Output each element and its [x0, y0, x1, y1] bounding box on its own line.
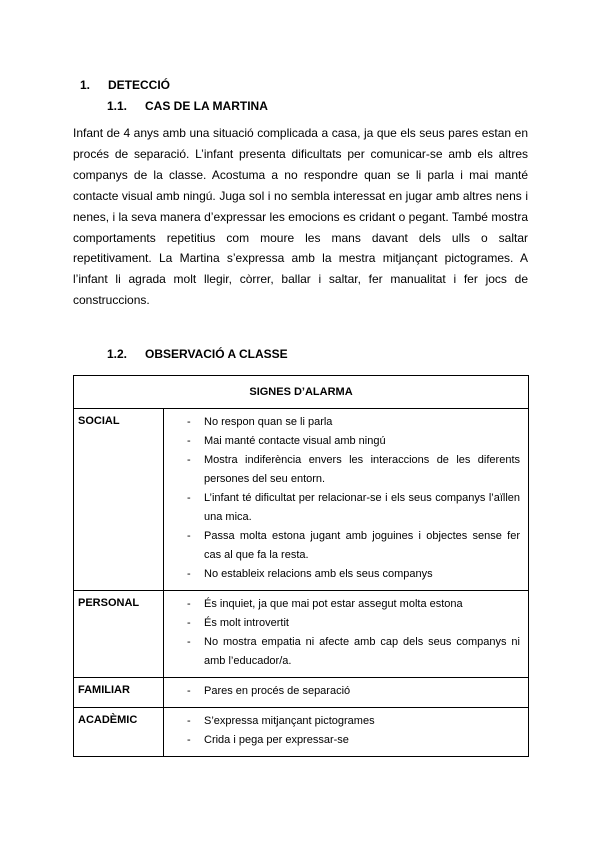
- subsection-heading-1: [107, 99, 268, 113]
- list-item: [164, 432, 520, 451]
- list-item-text: És molt introvertit: [204, 617, 289, 629]
- list-item: [164, 489, 520, 527]
- category-cell: FAMILIAR: [74, 678, 164, 708]
- list-item-text: S’expressa mitjançant pictogrames: [204, 715, 375, 727]
- list-item-text: Mostra indiferència envers les interaccions de les diferents persones del seu entorn.: [204, 454, 520, 485]
- list-dash: -: [187, 685, 191, 697]
- case-description-paragraph: Infant de 4 anys amb una situació complicada a casa, ja que els seus pares estan en procés de separació. L’infant presenta dificultats per comunicar-se amb els altres companys de la classe. Acostuma a no respondre quan se li parla i mai manté contacte visual amb ningú. Juga sol i no sembla interessat en jugar amb altres nens i nenes, i la seva manera d’expressar les emocions es cridant o pegant. També mostra comportaments repetitius com moure les mans davant dels ulls o saltar repetitivament. La Martina s’expressa amb la mestra mitjançant pictogrames. A l’infant li agrada molt llegir, còrrer, ballar i saltar, fer manualitat i fer jocs de construccions.: [73, 126, 528, 308]
- list-item-text: No respon quan se li parla: [204, 416, 333, 428]
- warning-signs-table: [73, 375, 529, 757]
- table-row: [74, 409, 529, 591]
- subsection-title-2: OBSERVACIÓ A CLASSE: [145, 347, 288, 361]
- sign-list: [164, 682, 520, 701]
- list-item-text: És inquiet, ja que mai pot estar assegut molta estona: [204, 598, 463, 610]
- subsection-heading-2: [107, 347, 288, 361]
- list-dash: -: [187, 492, 191, 504]
- list-dash: -: [187, 416, 191, 428]
- subsection-number-2: 1.2.: [107, 347, 128, 361]
- list-dash: -: [187, 636, 191, 648]
- subsection-number-1: 1.1.: [107, 99, 128, 113]
- list-item: [164, 731, 520, 750]
- section-title: DETECCIÓ: [108, 78, 171, 92]
- list-dash: -: [187, 568, 191, 580]
- list-dash: -: [187, 734, 191, 746]
- category-cell: PERSONAL: [74, 591, 164, 678]
- list-item: [164, 712, 520, 731]
- list-item: [164, 527, 520, 565]
- list-item: [164, 565, 520, 584]
- list-item-text: No mostra empatia ni afecte amb cap dels seus companys ni amb l’educador/a.: [204, 636, 520, 667]
- list-item-text: Mai manté contacte visual amb ningú: [204, 435, 386, 447]
- list-dash: -: [187, 435, 191, 447]
- table-title-row: [74, 376, 529, 409]
- sign-list: [164, 712, 520, 750]
- list-item-text: Pares en procés de separació: [204, 685, 351, 697]
- list-item-text: No estableix relacions amb els seus companys: [204, 568, 433, 580]
- list-item: [164, 413, 520, 432]
- list-item-text: Crida i pega per expressar-se: [204, 734, 349, 746]
- category-cell: SOCIAL: [74, 409, 164, 591]
- list-item-text: L’infant té dificultat per relacionar-se i els seus companys l’aïllen una mica.: [204, 492, 520, 523]
- section-number: 1.: [80, 78, 91, 92]
- table-row: [74, 591, 529, 678]
- list-item: [164, 682, 520, 701]
- signs-cell: [164, 678, 529, 708]
- sign-list: [164, 595, 520, 671]
- list-dash: -: [187, 530, 191, 542]
- list-dash: -: [187, 454, 191, 466]
- list-dash: -: [187, 715, 191, 727]
- list-dash: -: [187, 617, 191, 629]
- section-heading: [80, 78, 170, 92]
- table-row: [74, 708, 529, 757]
- list-item: [164, 451, 520, 489]
- category-cell: ACADÈMIC: [74, 708, 164, 757]
- list-dash: -: [187, 598, 191, 610]
- signs-cell: [164, 591, 529, 678]
- subsection-title-1: CAS DE LA MARTINA: [145, 99, 268, 113]
- list-item: [164, 595, 520, 614]
- table-title: SIGNES D’ALARMA: [74, 376, 529, 409]
- list-item: [164, 614, 520, 633]
- list-item: [164, 633, 520, 671]
- sign-list: [164, 413, 520, 584]
- list-item-text: Passa molta estona jugant amb joguines i objectes sense fer cas al que fa la resta.: [204, 530, 520, 561]
- table-row: [74, 678, 529, 708]
- signs-cell: [164, 708, 529, 757]
- signs-cell: [164, 409, 529, 591]
